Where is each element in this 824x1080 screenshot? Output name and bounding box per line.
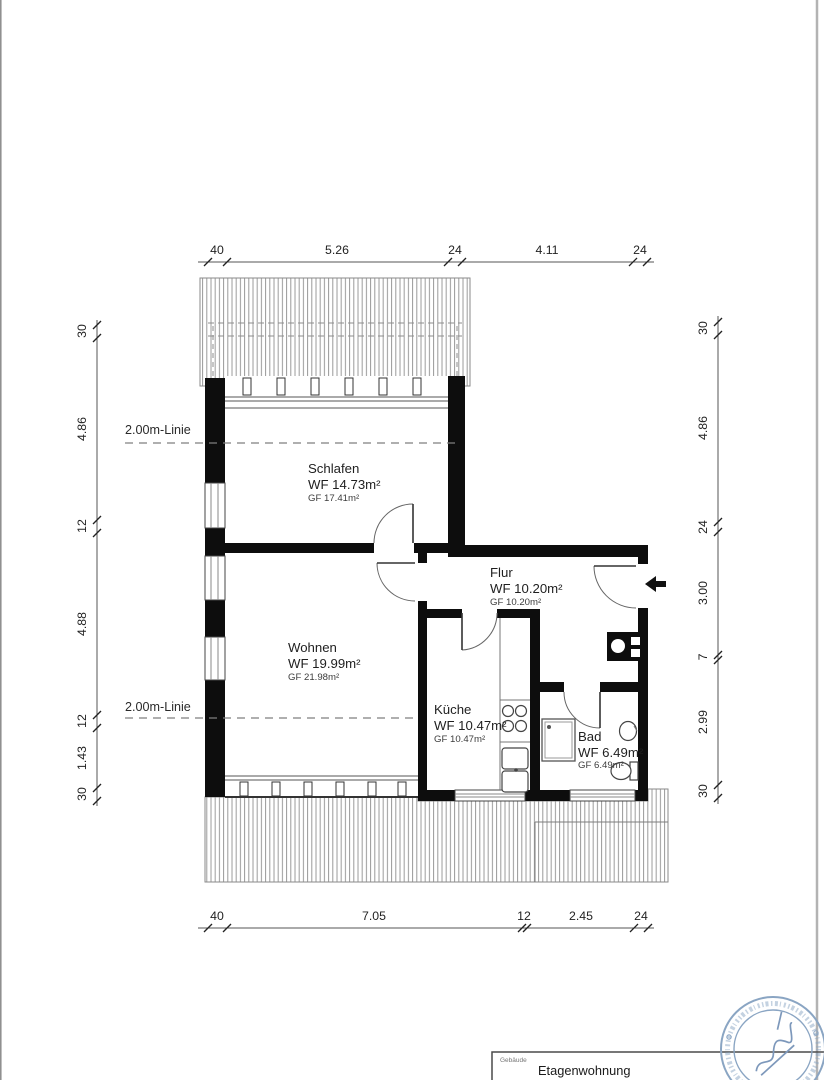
dimension-chain-right bbox=[696, 316, 722, 804]
room-gf: GF 10.20m² bbox=[490, 597, 542, 608]
dim-label: 2.99 bbox=[696, 710, 710, 734]
knee-wall-band-bottom bbox=[225, 773, 418, 797]
knee-wall-post bbox=[413, 378, 421, 395]
room-wf: WF 10.47m² bbox=[434, 718, 507, 733]
signature-stamp bbox=[721, 997, 824, 1080]
room-wf: WF 6.49m² bbox=[578, 745, 644, 760]
installation-shaft-icon bbox=[607, 632, 648, 661]
dim-label: 3.00 bbox=[696, 581, 710, 605]
knee-wall-post bbox=[240, 782, 248, 796]
dim-label: 4.88 bbox=[75, 612, 89, 636]
dim-label: 2.45 bbox=[569, 909, 593, 923]
door-kueche bbox=[462, 613, 497, 650]
dim-label: 4.86 bbox=[696, 416, 710, 440]
room-label-kueche bbox=[434, 702, 507, 745]
door-entrance bbox=[594, 566, 636, 608]
height-line-bottom bbox=[125, 700, 418, 718]
dim-label: 30 bbox=[75, 324, 89, 338]
door-bad bbox=[564, 692, 600, 728]
wall-segment bbox=[205, 378, 225, 483]
room-name: Bad bbox=[578, 729, 602, 744]
room-gf: GF 6.49m² bbox=[578, 760, 624, 771]
room-name: Flur bbox=[490, 565, 513, 580]
shower-icon bbox=[542, 719, 575, 761]
wall-segment bbox=[205, 528, 225, 556]
wall-segment bbox=[530, 609, 540, 801]
knee-wall-post bbox=[304, 782, 312, 796]
title-block-value: Etagenwohnung bbox=[538, 1063, 631, 1078]
dim-label: 5.26 bbox=[325, 243, 349, 257]
knee-wall-post bbox=[345, 378, 353, 395]
dim-label: 40 bbox=[210, 909, 224, 923]
dim-label: 4.11 bbox=[535, 243, 559, 257]
knee-wall-post bbox=[272, 782, 280, 796]
dim-label: 12 bbox=[75, 714, 89, 728]
dim-label: 7 bbox=[696, 653, 710, 661]
wall-segment bbox=[205, 600, 225, 637]
room-label-wohnen bbox=[288, 640, 361, 683]
knee-wall-post bbox=[368, 782, 376, 796]
dim-label: 12 bbox=[75, 519, 89, 533]
dim-label: 12 bbox=[517, 909, 531, 923]
window bbox=[205, 637, 225, 680]
room-gf: GF 10.47m² bbox=[434, 734, 486, 745]
room-name: Schlafen bbox=[308, 461, 360, 476]
room-wf: WF 19.99m² bbox=[288, 656, 361, 671]
room-name: Küche bbox=[434, 702, 472, 717]
dimension-chain-left bbox=[75, 320, 101, 806]
sink-icon bbox=[502, 748, 528, 792]
room-gf: GF 17.41m² bbox=[308, 493, 360, 504]
washbasin-icon bbox=[620, 722, 638, 741]
window bbox=[205, 483, 225, 528]
window bbox=[570, 790, 635, 801]
wall-segment bbox=[448, 376, 465, 545]
knee-wall-band-top bbox=[225, 376, 448, 410]
room-label-flur bbox=[490, 565, 563, 608]
dim-label: 24 bbox=[634, 909, 648, 923]
knee-wall-post bbox=[379, 378, 387, 395]
door-schlafen bbox=[374, 504, 413, 543]
dimension-chain-bottom bbox=[198, 909, 654, 932]
knee-wall-post bbox=[336, 782, 344, 796]
dim-label: 30 bbox=[696, 784, 710, 798]
title-block bbox=[492, 1052, 824, 1080]
knee-wall-post bbox=[243, 378, 251, 395]
wall-segment bbox=[205, 680, 225, 797]
knee-wall-post bbox=[277, 378, 285, 395]
room-name: Wohnen bbox=[288, 640, 337, 655]
room-label-schlafen bbox=[308, 461, 381, 504]
dim-label: 30 bbox=[75, 787, 89, 801]
room-wf: WF 10.20m² bbox=[490, 581, 563, 596]
dim-label: 1.43 bbox=[75, 746, 89, 770]
dim-label: 24 bbox=[696, 520, 710, 534]
dim-label: 24 bbox=[448, 243, 462, 257]
knee-wall-post bbox=[398, 782, 406, 796]
door-wohnen bbox=[377, 563, 415, 601]
wall-segment bbox=[225, 543, 448, 553]
dim-label: 4.86 bbox=[75, 417, 89, 441]
room-gf: GF 21.98m² bbox=[288, 672, 340, 683]
knee-wall-post bbox=[311, 378, 319, 395]
dim-label: 24 bbox=[633, 243, 647, 257]
dimension-chain-top bbox=[198, 243, 654, 266]
dim-label: 30 bbox=[696, 321, 710, 335]
dim-label: 7.05 bbox=[362, 909, 386, 923]
height-line-label: 2.00m-Linie bbox=[125, 423, 191, 437]
height-line-label: 2.00m-Linie bbox=[125, 700, 191, 714]
entrance-arrow-icon bbox=[645, 576, 666, 592]
height-line-top bbox=[125, 423, 455, 443]
dim-label: 40 bbox=[210, 243, 224, 257]
wall-segment bbox=[448, 545, 648, 557]
room-wf: WF 14.73m² bbox=[308, 477, 381, 492]
title-block-label: Gebäude bbox=[500, 1057, 527, 1064]
roof-hatch-bottom bbox=[205, 789, 668, 882]
roof-hatch-top bbox=[200, 278, 470, 386]
window bbox=[205, 556, 225, 600]
